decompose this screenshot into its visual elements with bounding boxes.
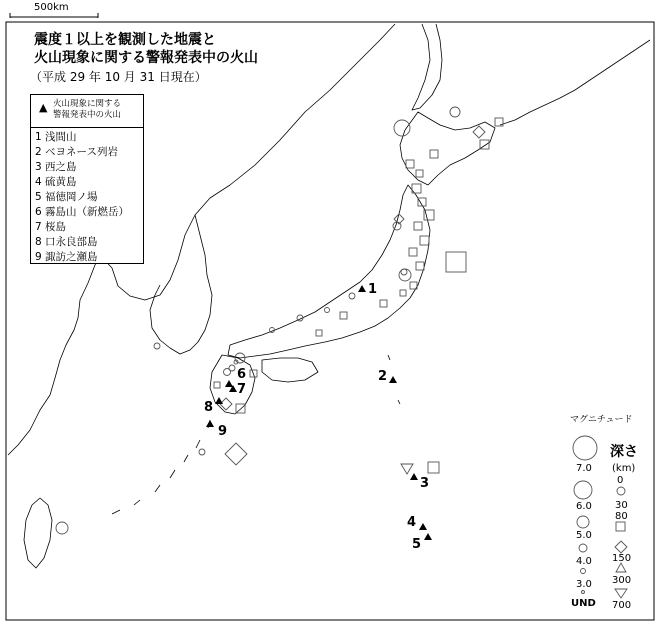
taiwan-coast bbox=[24, 498, 52, 568]
kuril-coast bbox=[500, 40, 650, 125]
hokkaido-coast bbox=[400, 112, 495, 185]
depth-unit: (km) bbox=[612, 463, 636, 474]
magnitude-und: UND bbox=[571, 598, 596, 609]
volcano-triangle-icon: ▲ bbox=[39, 101, 48, 114]
legend-header bbox=[31, 95, 143, 128]
volcano-markers bbox=[206, 285, 432, 540]
map-date: （平成 29 年 10 月 31 日現在） bbox=[30, 70, 207, 84]
scale-bar bbox=[10, 13, 98, 18]
volcano-label-9: 9 bbox=[218, 424, 228, 439]
legend-volcano-item: 8 口永良部島 bbox=[35, 236, 98, 248]
map-title-line1: 震度１以上を観測した地震と bbox=[34, 32, 216, 48]
legend-header-line1: 火山現象に関する bbox=[53, 99, 122, 109]
legend-volcano-item: 5 福徳岡ノ場 bbox=[35, 191, 98, 203]
volcano-label-5: 5 bbox=[412, 537, 422, 552]
legend-volcano-item: 4 硫黄島 bbox=[35, 176, 77, 188]
depth-value: 150 bbox=[612, 553, 632, 564]
magnitude-value: 4.0 bbox=[576, 556, 592, 567]
volcano-label-8: 8 bbox=[204, 400, 214, 415]
kyushu-coast bbox=[210, 355, 255, 414]
ryukyu-coast bbox=[112, 420, 210, 514]
volcano-label-6: 6 bbox=[237, 367, 247, 382]
legend-volcano-item: 1 浅間山 bbox=[35, 131, 77, 143]
shikoku-coast bbox=[262, 358, 318, 382]
legend-items bbox=[31, 128, 143, 265]
legend-volcano-item: 6 霧島山（新燃岳） bbox=[35, 206, 130, 218]
legend-header-text bbox=[53, 99, 121, 121]
legend-volcano-item: 9 諏訪之瀬島 bbox=[35, 251, 98, 263]
volcano-label-1: 1 bbox=[368, 282, 378, 297]
magnitude-value: 5.0 bbox=[576, 530, 592, 541]
legend-volcano-item: 2 ベヨネース列岩 bbox=[35, 146, 118, 158]
depth-value: 300 bbox=[612, 575, 632, 586]
depth-value: 700 bbox=[612, 600, 632, 611]
volcano-label-2: 2 bbox=[378, 369, 388, 384]
magnitude-legend-title: マグニチュード bbox=[570, 415, 633, 425]
volcano-label-3: 3 bbox=[420, 476, 430, 491]
korea-coast bbox=[150, 215, 212, 354]
volcano-label-7: 7 bbox=[237, 382, 247, 397]
depth-legend-title: 深さ bbox=[610, 444, 638, 460]
scale-label: 500km bbox=[34, 2, 69, 13]
depth-value: 80 bbox=[615, 511, 628, 522]
magnitude-legend-symbols bbox=[573, 436, 597, 594]
magnitude-value: 7.0 bbox=[576, 463, 592, 474]
legend-header-line2: 警報発表中の火山 bbox=[53, 110, 122, 120]
legend-volcano-item: 3 西之島 bbox=[35, 161, 77, 173]
map-title-line2: 火山現象に関する警報発表中の火山 bbox=[34, 50, 258, 66]
volcano-legend bbox=[30, 94, 144, 264]
volcano-label-4: 4 bbox=[407, 515, 417, 530]
legend-volcano-item: 7 桜島 bbox=[35, 221, 67, 233]
depth-value: 30 bbox=[615, 500, 628, 511]
magnitude-value: 6.0 bbox=[576, 501, 592, 512]
depth-value: 0 bbox=[617, 475, 624, 486]
magnitude-value: 3.0 bbox=[576, 579, 592, 590]
sakhalin-coast bbox=[412, 24, 442, 110]
